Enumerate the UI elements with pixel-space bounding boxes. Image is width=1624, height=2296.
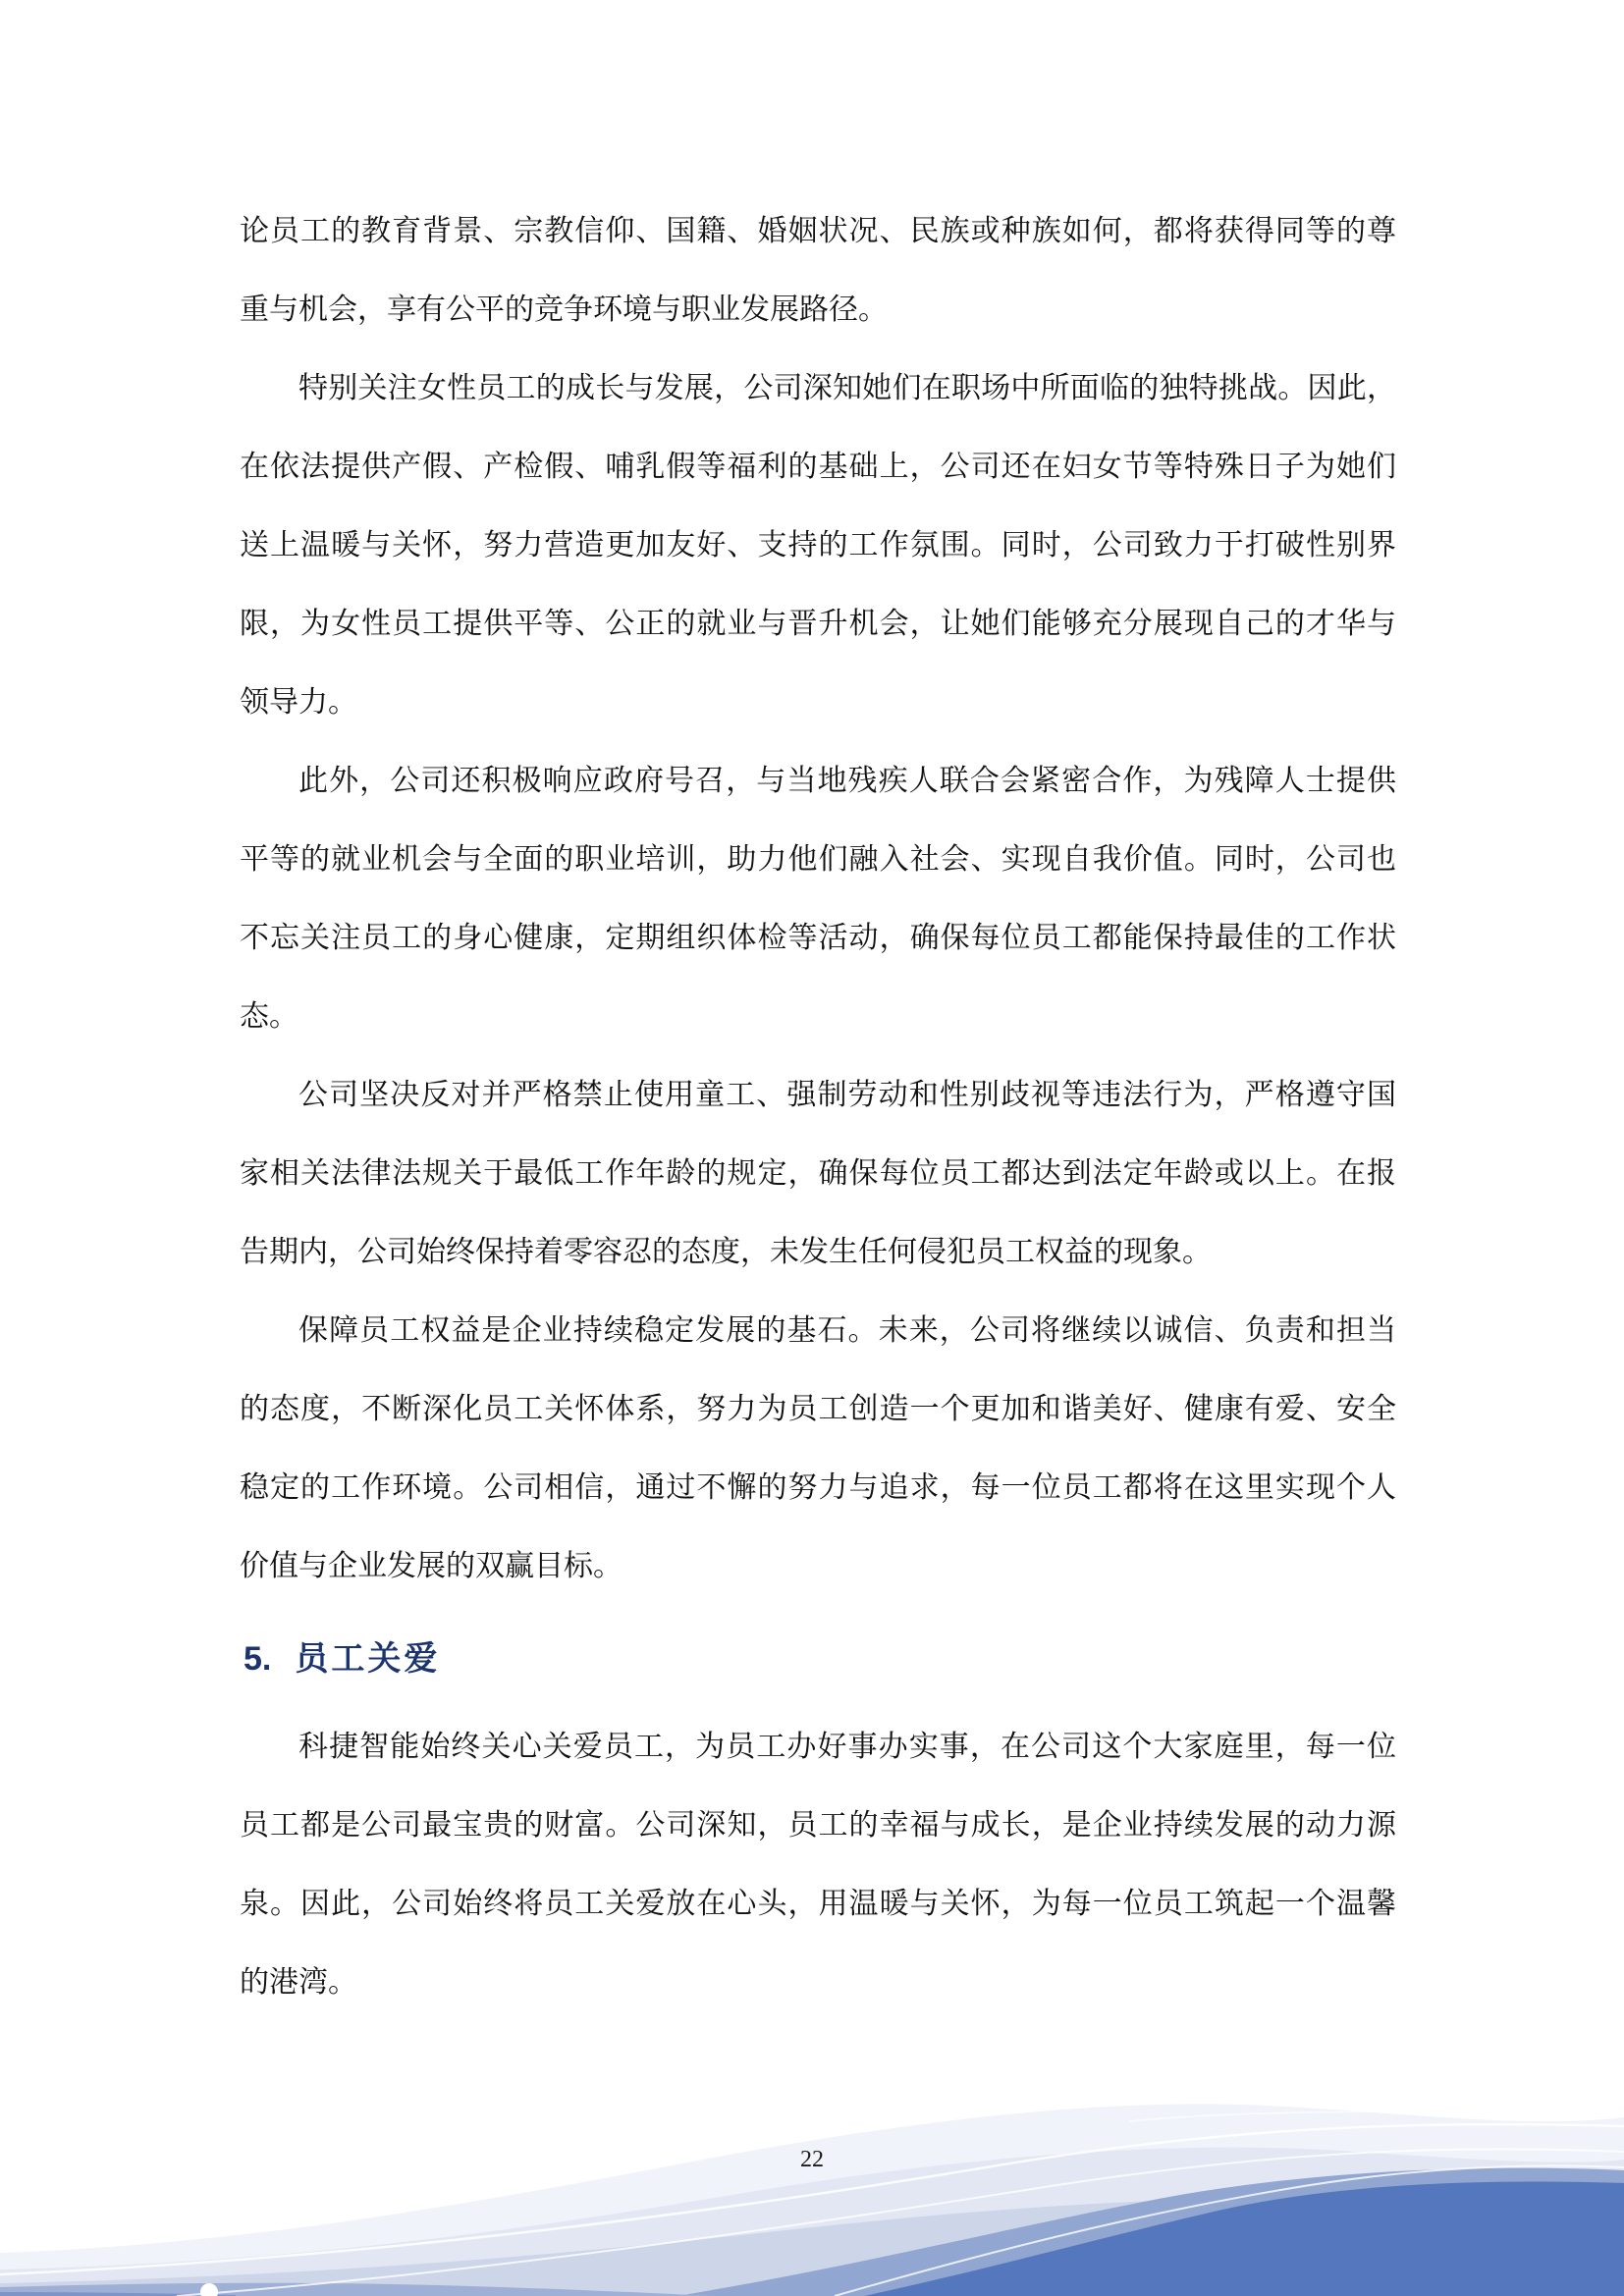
paragraph — [240, 742, 1396, 1056]
heading-title: 员工关爱 — [295, 1640, 441, 1678]
paragraph — [240, 1292, 1396, 1606]
text-line: 的港湾。 — [240, 1966, 357, 1999]
text-line: 价值与企业发展的双赢目标。 — [240, 1550, 623, 1582]
text-line: 态。 — [240, 1000, 298, 1033]
paragraph — [240, 192, 1396, 349]
text-line: 特别关注女性员工的成长与发展，公司深知她们在职场中所面临的独特挑战。因此， — [298, 372, 1396, 404]
text-line: 在依法提供产假、产检假、哺乳假等福利的基础上，公司还在妇女节等特殊日子为她们 — [240, 451, 1396, 483]
text-line: 家相关法律法规关于最低工作年龄的规定，确保每位员工都达到法定年龄或以上。在报 — [240, 1157, 1396, 1190]
text-line: 送上温暖与关怀，努力营造更加友好、支持的工作氛围。同时，公司致力于打破性别界 — [240, 529, 1396, 561]
text-line: 保障员工权益是企业持续稳定发展的基石。未来，公司将继续以诚信、负责和担当 — [298, 1314, 1396, 1347]
text-line: 的态度，不断深化员工关怀体系，努力为员工创造一个更加和谐美好、健康有爱、安全 — [240, 1393, 1396, 1425]
heading-number: 5. — [244, 1640, 272, 1678]
paragraph — [240, 1708, 1396, 2022]
wave-decoration — [0, 2060, 1624, 2296]
section-heading — [240, 1629, 1396, 1688]
text-line: 员工都是公司最宝贵的财富。公司深知，员工的幸福与成长，是企业持续发展的动力源 — [240, 1809, 1396, 1842]
text-line: 泉。因此，公司始终将员工关爱放在心头，用温暖与关怀，为每一位员工筑起一个温馨 — [240, 1888, 1396, 1920]
text-line: 重与机会，享有公平的竞争环境与职业发展路径。 — [240, 294, 888, 326]
text-line: 论员工的教育背景、宗教信仰、国籍、婚姻状况、民族或种族如何，都将获得同等的尊 — [240, 215, 1396, 247]
body-text — [240, 192, 1396, 2022]
text-line: 告期内，公司始终保持着零容忍的态度，未发生任何侵犯员工权益的现象。 — [240, 1236, 1212, 1268]
page-number: 22 — [800, 2147, 824, 2172]
text-line: 平等的就业机会与全面的职业培训，助力他们融入社会、实现自我价值。同时，公司也 — [240, 843, 1396, 876]
text-line: 稳定的工作环境。公司相信，通过不懈的努力与追求，每一位员工都将在这里实现个人 — [240, 1471, 1396, 1504]
text-line: 公司坚决反对并严格禁止使用童工、强制劳动和性别歧视等违法行为，严格遵守国 — [298, 1079, 1396, 1111]
text-line: 领导力。 — [240, 686, 357, 719]
text-line: 科捷智能始终关心关爱员工，为员工办好事办实事，在公司这个大家庭里，每一位 — [298, 1731, 1396, 1763]
text-line: 限，为女性员工提供平等、公正的就业与晋升机会，让她们能够充分展现自己的才华与 — [240, 608, 1396, 640]
paragraph — [240, 1056, 1396, 1292]
paragraph — [240, 349, 1396, 742]
text-line: 此外，公司还积极响应政府号召，与当地残疾人联合会紧密合作，为残障人士提供 — [298, 765, 1396, 797]
text-line: 不忘关注员工的身心健康，定期组织体检等活动，确保每位员工都能保持最佳的工作状 — [240, 922, 1396, 954]
